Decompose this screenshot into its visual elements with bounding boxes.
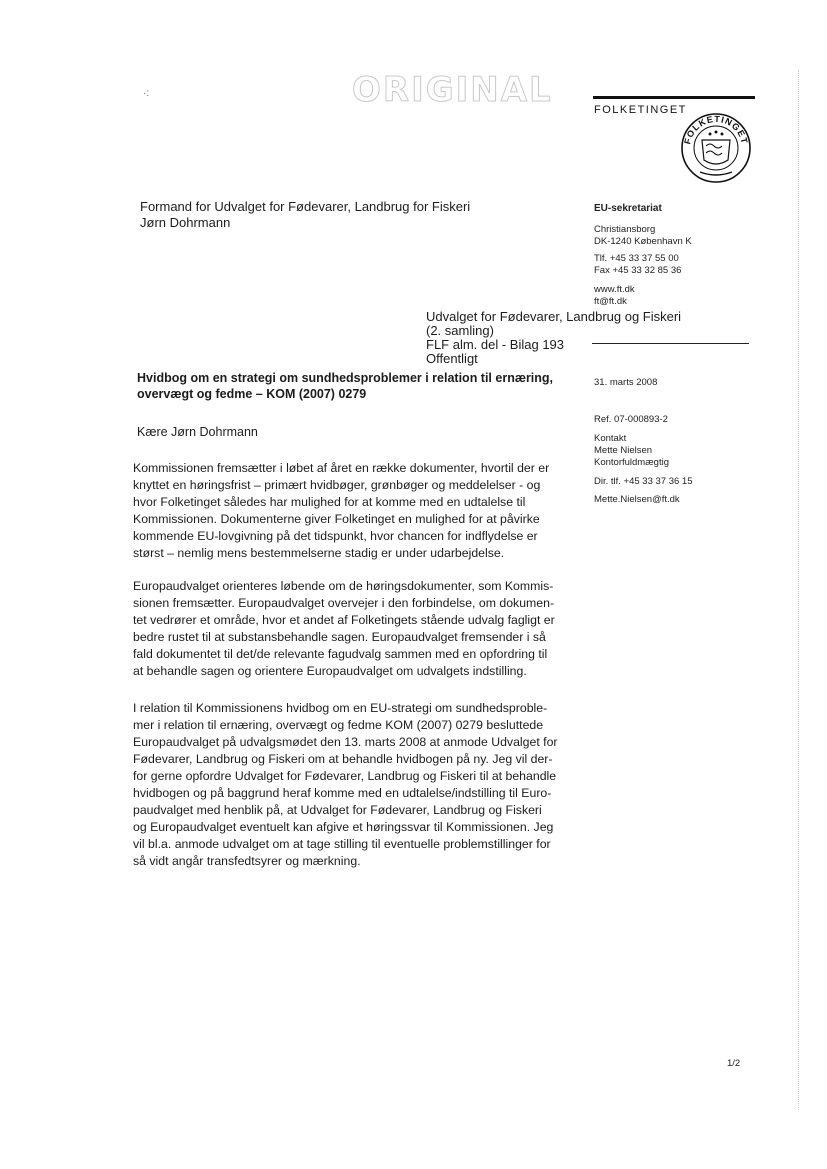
overlay-line-3: FLF alm. del - Bilag 193 bbox=[426, 337, 565, 352]
sender-address-1: Christiansborg bbox=[594, 224, 656, 235]
sender-website: www.ft.dk bbox=[594, 284, 635, 295]
body-paragraph-3: I relation til Kommissionens hvidbog om en EU-strategi om sundhedsproble- mer i relation til ernæring, overvægt og fedme KOM (2007) 0279 besluttede Europaudvalget på udvalgsmødet den 13. marts 2008 at anmode Udvalget for Fødevarer, Landbrug og Fiskeri om at behandle hvidbogen på ny. Jeg vil der- for gerne opfordre Udvalget for Fødevarer, Landbrug og Fiskeri til at behandle hvidbogen og på baggrund heraf komme med en udtalelse/indstilling til Euro- paudvalget med henblik på, at Udvalget for Fødevarer, Landbrug og Fiskeri og Europaudvalget eventuelt kan afgive et høringssvar til Kommissionen. Jeg vil bl.a. anmode udvalget om at tage stilling til eventuelle problemstillinger for så vidt angår transfedtsyrer og mærkning. bbox=[133, 701, 558, 868]
svg-text:FOLKETINGET: FOLKETINGET bbox=[682, 113, 750, 146]
scan-speck: ·: bbox=[143, 88, 150, 99]
subject-line-2: overvægt og fedme – KOM (2007) 0279 bbox=[137, 387, 367, 401]
overlay-line-2: (2. samling) bbox=[426, 323, 494, 338]
overlay-line-1: Udvalget for Fødevarer, Landbrug og Fiskeri bbox=[426, 309, 682, 324]
page-number: 1/2 bbox=[727, 1058, 741, 1069]
scan-edge bbox=[798, 70, 800, 1110]
institution-name: FOLKETINGET bbox=[594, 104, 687, 116]
filing-overlay bbox=[426, 310, 681, 366]
sender-fax: Fax +45 33 32 85 36 bbox=[594, 265, 682, 276]
recipient-line-1: Formand for Udvalget for Fødevarer, Landbrug for Fiskeri bbox=[140, 199, 471, 214]
sender-department: EU-sekretariat bbox=[594, 203, 662, 214]
recipient-block bbox=[140, 199, 470, 231]
sender-email: ft@ft.dk bbox=[594, 296, 627, 307]
original-stamp: ORIGINAL bbox=[352, 70, 553, 110]
sender-phone: Tlf. +45 33 37 55 00 bbox=[594, 253, 679, 264]
body-paragraph-2: Europaudvalget orienteres løbende om de høringsdokumenter, som Kommis- sionen fremsætter. Europaudvalget overvejer i den forbindelse, om dokumen- tet vedrører et område, hvor et andet af Folketingets stående udvalg fagligt er bedre rustet til at substansbehandle sagen. Europaudvalget fremsender i så fald dokumentet til det/de relevante fagudvalg sammen med en opfordring til at behandle sagen og orientere Europaudvalget om udvalgets indstilling. bbox=[133, 579, 555, 678]
overlay-line-4: Offentligt bbox=[426, 351, 478, 366]
contact-name: Mette Nielsen bbox=[594, 445, 653, 456]
side-rule bbox=[592, 343, 749, 344]
contact-label: Kontakt bbox=[594, 433, 627, 444]
contact-email: Mette.Nielsen@ft.dk bbox=[594, 494, 680, 505]
reference-number: Ref. 07-000893-2 bbox=[594, 414, 668, 425]
recipient-line-2: Jørn Dohrmann bbox=[140, 215, 231, 230]
header-rule bbox=[593, 96, 755, 99]
letter-date: 31. marts 2008 bbox=[594, 377, 658, 388]
sender-address-2: DK-1240 København K bbox=[594, 236, 692, 247]
contact-title: Kontorfuldmægtig bbox=[594, 457, 669, 468]
letter-greeting: Kære Jørn Dohrmann bbox=[137, 425, 258, 439]
folketinget-seal-icon bbox=[680, 112, 752, 184]
letter-subject bbox=[137, 370, 577, 402]
direct-phone: Dir. tlf. +45 33 37 36 15 bbox=[594, 476, 693, 487]
body-paragraph-1: Kommissionen fremsætter i løbet af året en række dokumenter, hvortil der er knyttet en høringsfrist – primært hvidbøger, grønbøger og meddelelser - og hvor Folketinget således har mulighed for at komme med en udtalelse til Kommissionen. Dokumenterne giver Folketinget en mulighed for at påvirke kommende EU-lovgivning på det tidspunkt, hvor chancen for indflydelse er størst – nemlig mens bestemmelserne stadig er under udarbejdelse. bbox=[133, 461, 550, 560]
subject-line-1: Hvidbog om en strategi om sundhedsproblemer i relation til ernæring, bbox=[137, 371, 554, 385]
